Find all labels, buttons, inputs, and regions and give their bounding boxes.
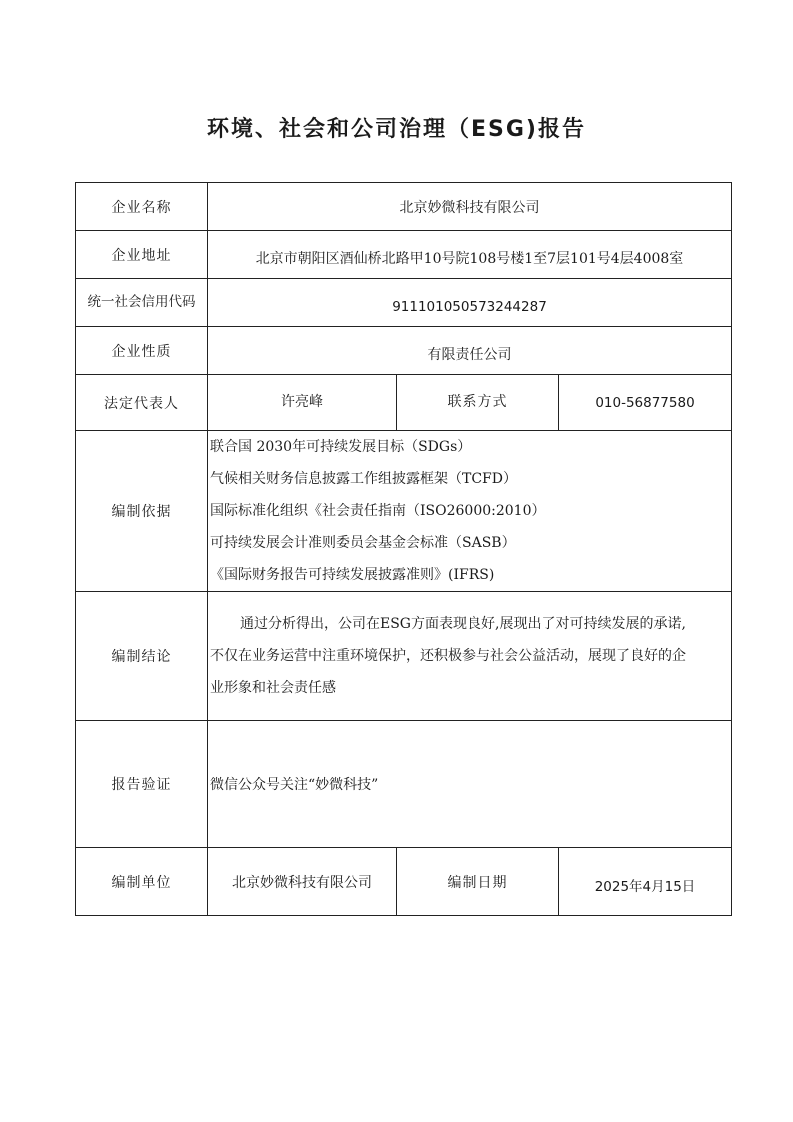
verify-label: 报告验证 [76,721,208,848]
legal-rep-value: 许亮峰 [208,375,397,431]
row-company-name [76,183,732,231]
date-value: 2025年4月15日 [559,848,732,916]
basis-item: 《国际财务报告可持续发展披露准则》(IFRS) [210,567,495,583]
unit-value: 北京妙微科技有限公司 [208,848,397,916]
row-basis [76,431,732,592]
address-label: 企业地址 [76,231,208,279]
nature-label: 企业性质 [76,327,208,375]
verify-value: 微信公众号关注“妙微科技” [208,721,732,848]
esg-info-table [75,182,732,916]
contact-value: 010-56877580 [559,375,732,431]
credit-code-label: 统一社会信用代码 [76,279,208,327]
nature-value: 有限责任公司 [208,327,732,375]
basis-item: 可持续发展会计准则委员会基金会标准（SASB） [210,535,516,551]
row-legal-rep [76,375,732,431]
row-credit-code [76,279,732,327]
contact-label: 联系方式 [397,375,559,431]
page-title: 环境、社会和公司治理（ESG)报告 [207,117,586,142]
legal-rep-label: 法定代表人 [76,375,208,431]
company-name-value: 北京妙微科技有限公司 [208,183,732,231]
row-unit [76,848,732,916]
row-address [76,231,732,279]
basis-item: 联合国 2030年可持续发展目标（SDGs） [210,439,472,455]
row-verify [76,721,732,848]
basis-item: 国际标准化组织《社会责任指南（ISO26000:2010） [210,503,546,519]
address-value: 北京市朝阳区酒仙桥北路甲10号院108号楼1至7层101号4层4008室 [208,231,732,279]
company-name-label: 企业名称 [76,183,208,231]
basis-item: 气候相关财务信息披露工作组披露框架（TCFD） [210,471,517,487]
conclusion-line: 通过分析得出，公司在ESG方面表现良好,展现出了对可持续发展的承诺, [240,616,686,632]
conclusion-line: 不仅在业务运营中注重环境保护，还积极参与社会公益活动，展现了良好的企 [210,648,686,664]
basis-label: 编制依据 [76,431,208,592]
conclusion-text [208,592,732,721]
date-label: 编制日期 [397,848,559,916]
conclusion-line: 业形象和社会责任感 [210,680,336,696]
conclusion-label: 编制结论 [76,592,208,721]
unit-label: 编制单位 [76,848,208,916]
row-nature [76,327,732,375]
credit-code-value: 911101050573244287 [208,279,732,327]
row-conclusion [76,592,732,721]
basis-list [208,431,732,592]
